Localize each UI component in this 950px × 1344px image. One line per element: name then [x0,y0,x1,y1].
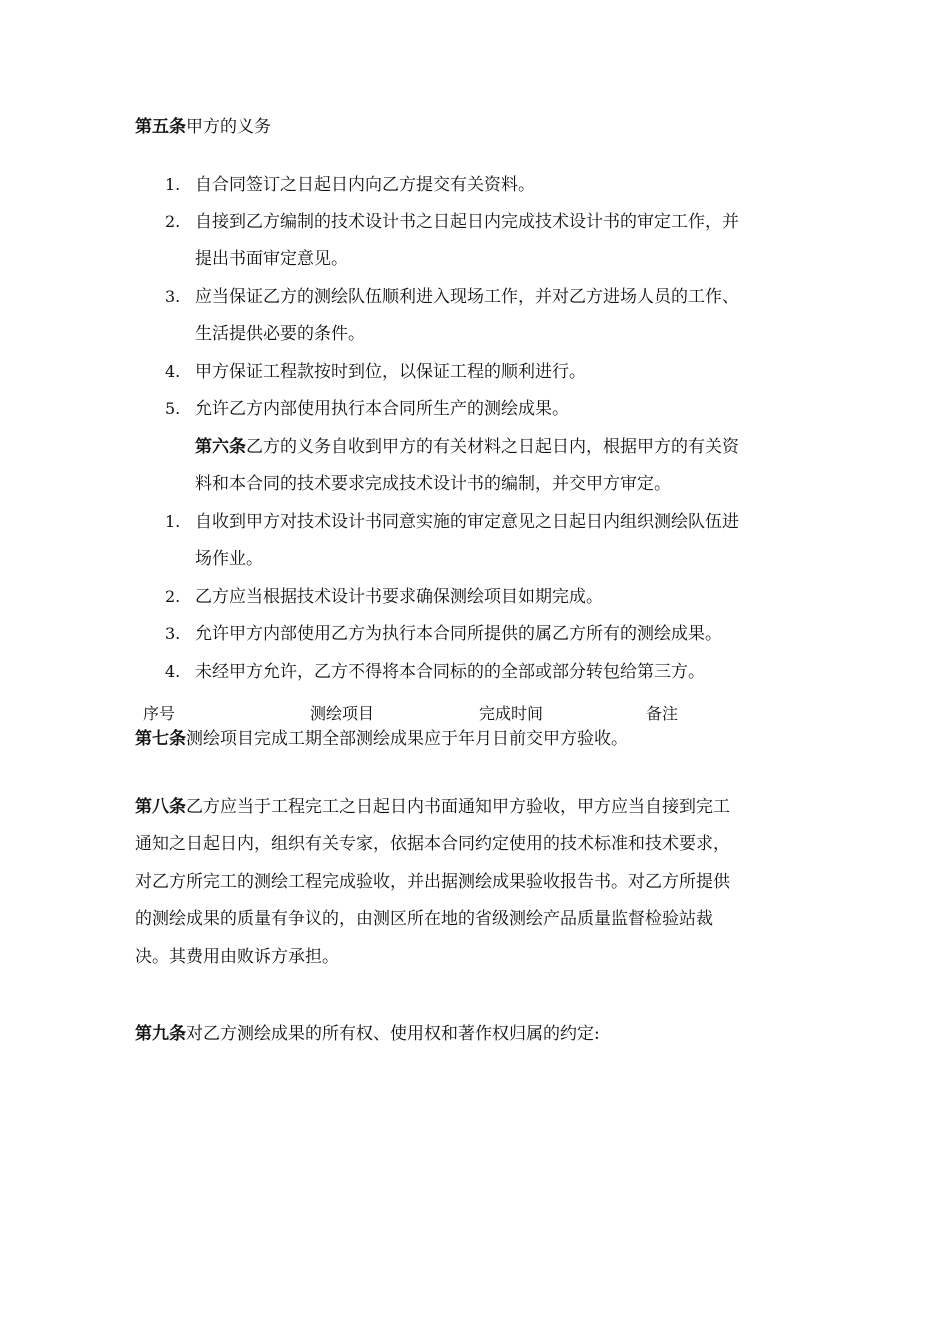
article-8-text: 乙方应当于工程完工之日起日内书面通知甲方验收，甲方应当自接到完工 [186,797,730,817]
list-item: 自接到乙方编制的技术设计书之日起日内完成技术设计书的审定工作，并 [195,212,739,232]
list-number: 3. [165,287,181,306]
list-item: 自合同签订之日起日内向乙方提交有关资料。 [195,175,535,195]
table-header-seq: 序号 [143,704,176,723]
list-item-continued: 提出书面审定意见。 [195,249,348,269]
list-item: 应当保证乙方的测绘队伍顺利进入现场工作，并对乙方进场人员的工作、 [195,287,739,307]
table-header-time: 完成时间 [479,704,544,723]
article-8 [135,796,730,818]
list-number: 4. [165,362,181,381]
article-8-line: 的测绘成果的质量有争议的，由测区所在地的省级测绘产品质量监督检验站裁 [135,909,713,929]
article-8-line: 对乙方所完工的测绘工程完成验收，并出据测绘成果验收报告书。对乙方所提供 [135,872,730,892]
article-6-text: 乙方的义务自收到甲方的有关材料之日起日内，根据甲方的有关资 [246,437,739,457]
article-6-heading [195,436,739,458]
article-7-text: 测绘项目完成工期全部测绘成果应于年月日前交甲方验收。 [186,729,628,749]
list-item: 未经甲方允许，乙方不得将本合同标的的全部或部分转包给第三方。 [195,662,705,682]
article-7 [135,728,628,750]
list-number: 1. [165,175,181,194]
list-number: 4. [165,662,181,681]
list-item-continued: 生活提供必要的条件。 [195,324,365,344]
list-number: 5. [165,399,181,418]
list-number: 2. [165,212,181,231]
article-5-title: 甲方的义务 [186,117,271,137]
article-9-text: 对乙方测绘成果的所有权、使用权和著作权归属的约定: [186,1024,600,1044]
article-9 [135,1023,600,1045]
list-item: 允许乙方内部使用执行本合同所生产的测绘成果。 [195,399,569,419]
article-9-label: 第九条 [135,1024,186,1044]
article-7-label: 第七条 [135,729,186,749]
list-item: 乙方应当根据技术设计书要求确保测绘项目如期完成。 [195,587,603,607]
article-8-line: 决。其费用由败诉方承担。 [135,947,339,967]
list-item: 允许甲方内部使用乙方为执行本合同所提供的属乙方所有的测绘成果。 [195,624,722,644]
article-5-heading [135,116,271,138]
table-header-note: 备注 [646,704,679,723]
article-8-label: 第八条 [135,797,186,817]
article-6-label: 第六条 [195,437,246,457]
article-8-line: 通知之日起日内，组织有关专家，依据本合同约定使用的技术标准和技术要求， [135,834,730,854]
article-6-text-continued: 料和本合同的技术要求完成技术设计书的编制，并交甲方审定。 [195,474,671,494]
list-number: 3. [165,624,181,643]
list-number: 2. [165,587,181,606]
list-item: 自收到甲方对技术设计书同意实施的审定意见之日起日内组织测绘队伍进 [195,512,739,532]
article-5-label: 第五条 [135,117,186,137]
list-item-continued: 场作业。 [195,549,263,569]
table-header-item: 测绘项目 [310,704,375,723]
list-item: 甲方保证工程款按时到位，以保证工程的顺利进行。 [195,362,586,382]
list-number: 1. [165,512,181,531]
